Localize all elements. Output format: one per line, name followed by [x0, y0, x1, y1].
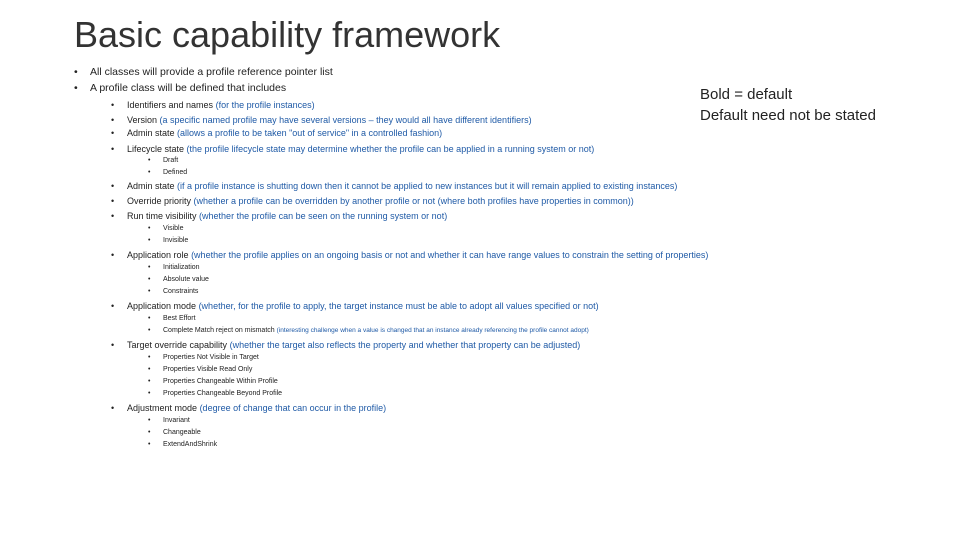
- bullet-marker: •: [148, 441, 151, 448]
- bullet-marker: •: [148, 390, 151, 397]
- item-hint: (if a profile instance is shutting down then it cannot be applied to new instances but it will remain applied to existing instances): [177, 181, 678, 191]
- bullet-marker: •: [148, 157, 151, 164]
- bullet-marker: •: [111, 250, 115, 260]
- sub-item-text: Best Effort: [163, 315, 196, 322]
- item-label: Application mode: [127, 301, 197, 311]
- sub-item-text: Absolute value: [163, 276, 209, 283]
- item-hint: (for the profile instances): [215, 100, 315, 110]
- item-label: Adjustment mode: [127, 403, 198, 413]
- list-item-text: A profile class will be defined that includes: [90, 82, 287, 94]
- bullet-marker: •: [148, 225, 151, 232]
- sub-item-text: Initialization: [163, 264, 200, 271]
- bullet-marker: •: [148, 315, 151, 322]
- item-label: Identifiers and names: [127, 100, 214, 110]
- bullet-marker: •: [111, 340, 115, 350]
- bullet-marker: •: [111, 181, 115, 191]
- bullet-marker: •: [111, 301, 115, 311]
- bullet-marker: •: [148, 417, 151, 424]
- item-hint: (whether a profile can be overridden by another profile or not (where both profiles have properties in common)): [193, 196, 634, 206]
- bullet-marker: •: [74, 82, 78, 94]
- item-label: Override priority: [127, 196, 192, 206]
- default-note-line-1: Bold = default: [700, 86, 793, 103]
- bullet-marker: •: [111, 211, 115, 221]
- bullet-marker: •: [148, 276, 151, 283]
- sub-item-text: ExtendAndShrink: [163, 441, 218, 448]
- sub-item-text: Draft: [163, 157, 179, 164]
- item-label: Admin state: [127, 128, 175, 138]
- bullet-marker: •: [148, 264, 151, 271]
- bullet-marker: •: [148, 169, 151, 176]
- default-note-line-2: Default need not be stated: [700, 107, 876, 124]
- item-label: Run time visibility: [127, 211, 197, 221]
- sub-item-text: Properties Not Visible in Target: [163, 354, 259, 361]
- bullet-marker: •: [148, 378, 151, 385]
- bullet-marker: •: [111, 403, 115, 413]
- bullet-marker: •: [111, 100, 115, 110]
- sub-item-text: Properties Changeable Beyond Profile: [163, 390, 283, 397]
- item-hint: (whether the profile can be seen on the running system or not): [199, 211, 448, 221]
- list-item-text: All classes will provide a profile reference pointer list: [90, 66, 333, 78]
- item-label: Application role: [127, 250, 189, 260]
- default-note: [700, 84, 876, 126]
- item-hint: (whether, for the profile to apply, the target instance must be able to adopt all values specified or not): [198, 301, 599, 311]
- sub-item-text: Complete Match reject on mismatch: [163, 327, 275, 334]
- bullet-marker: •: [148, 327, 151, 334]
- sub-item-text: Visible: [163, 225, 184, 232]
- sub-item-text: Invisible: [163, 237, 189, 244]
- item-hint: (whether the profile applies on an ongoing basis or not and whether it can have range values to constrain the setting of properties): [191, 250, 709, 260]
- bullet-marker: •: [148, 429, 151, 436]
- item-label: Admin state: [127, 181, 175, 191]
- bullet-marker: •: [148, 354, 151, 361]
- sub-item-text: Constraints: [163, 288, 199, 295]
- item-hint: (whether the target also reflects the property and whether that property can be adjusted): [229, 340, 581, 350]
- item-hint: (a specific named profile may have several versions – they would all have different identifiers): [159, 115, 532, 125]
- bullet-marker: •: [148, 366, 151, 373]
- bullet-marker: •: [111, 144, 115, 154]
- bullet-marker: •: [111, 196, 115, 206]
- bullet-marker: •: [148, 288, 151, 295]
- bullet-marker: •: [111, 128, 115, 138]
- sub-item-text: Properties Visible Read Only: [163, 366, 253, 373]
- bullet-marker: •: [148, 237, 151, 244]
- item-label: Target override capability: [127, 340, 228, 350]
- sub-item-text: Changeable: [163, 429, 201, 436]
- item-hint: (degree of change that can occur in the profile): [199, 403, 387, 413]
- bullet-marker: •: [111, 115, 115, 125]
- slide-title: Basic capability framework: [74, 14, 501, 55]
- sub-item-text: Properties Changeable Within Profile: [163, 378, 278, 385]
- item-label: Lifecycle state: [127, 144, 185, 154]
- sub-item-hint: (interesting challenge when a value is changed that an instance already referencing the profile cannot adopt): [276, 327, 589, 334]
- item-hint: (the profile lifecycle state may determine whether the profile can be applied in a running system or not): [186, 144, 595, 154]
- item-label: Version: [127, 115, 158, 125]
- sub-item-text: Invariant: [163, 417, 190, 424]
- item-hint: (allows a profile to be taken "out of service" in a controlled fashion): [177, 128, 443, 138]
- bullet-marker: •: [74, 66, 78, 78]
- sub-item-text: Defined: [163, 169, 188, 176]
